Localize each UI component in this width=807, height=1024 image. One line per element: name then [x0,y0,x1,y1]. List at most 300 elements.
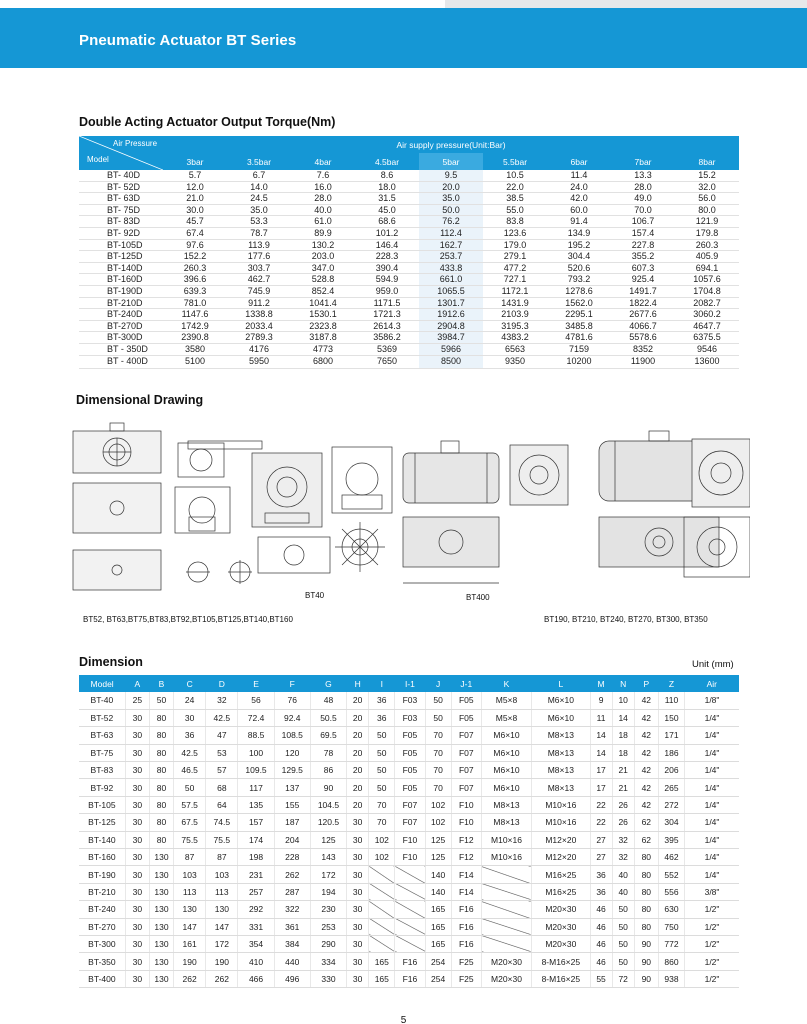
dimension-cell: 165 [425,918,451,935]
pressure-header: 6bar [547,153,611,170]
dimension-cell: 80 [149,744,173,761]
dimension-cell: 140 [425,866,451,883]
model-cell: BT-210D [79,297,163,309]
dimension-cell: 87 [174,849,206,866]
model-cell: BT-350 [79,953,125,970]
dimension-cell: 30 [125,796,149,813]
torque-cell: 28.0 [291,193,355,205]
dimension-cell: M20×30 [532,901,590,918]
bt52-160-views [188,441,392,573]
torque-cell: 97.6 [163,239,227,251]
table-row [79,343,739,356]
dimensional-drawing [70,417,750,602]
model-cell: BT-140 [79,831,125,848]
model-cell: BT-125D [79,251,163,263]
dimension-cell: 62 [634,814,658,831]
dimension-cell: 30 [347,918,369,935]
torque-cell: 1721.3 [355,309,419,321]
dimension-cell: 228 [274,849,310,866]
table-row [79,814,739,831]
torque-cell: 40.0 [291,204,355,216]
dimension-cell: 74.5 [206,814,238,831]
dimension-cell [481,935,531,952]
dimension-cell: 1/4" [685,866,739,883]
dimension-cell: 50 [369,744,395,761]
dimension-cell: 50.5 [310,709,346,726]
dimension-cell: F05 [395,762,425,779]
dimension-cell: 57 [206,762,238,779]
dimension-cell: 72 [612,970,634,987]
model-cell: BT-270 [79,918,125,935]
torque-cell: 396.6 [163,274,227,286]
model-cell: BT-140D [79,262,163,274]
dimension-cell [369,866,395,883]
dimension-cell: 62 [634,831,658,848]
bt400-views [403,441,568,583]
dimension-cell: 14 [590,744,612,761]
pressure-header: 7bar [611,153,675,170]
pressure-header: 3bar [163,153,227,170]
torque-cell: 5966 [419,343,483,356]
dimension-cell [369,883,395,900]
torque-cell: 727.1 [483,274,547,286]
dimension-cell: 50 [612,901,634,918]
dimension-cell: 80 [634,849,658,866]
torque-cell: 2033.4 [227,320,291,332]
dimension-cell: F03 [395,692,425,709]
dimension-cell: 80 [149,709,173,726]
dimension-cell: 53 [206,744,238,761]
model-cell: BT-160D [79,274,163,286]
dimension-cell: 50 [174,779,206,796]
dimension-cell: 36 [174,727,206,744]
dimension-cell [369,901,395,918]
drawing-heading: Dimensional Drawing [76,393,204,407]
torque-cell: 304.4 [547,251,611,263]
torque-cell: 793.2 [547,274,611,286]
dimension-cell: 9 [590,692,612,709]
bt40-label: BT40 [305,591,325,600]
dimension-cell: 8-M16×25 [532,953,590,970]
dimension-header: K [481,675,531,692]
dimension-cell: 11 [590,709,612,726]
dimension-cell: 92.4 [274,709,310,726]
model-cell: BT-125 [79,814,125,831]
torque-cell: 925.4 [611,274,675,286]
dimension-header: N [612,675,634,692]
bt40-top-view [73,423,161,590]
dimension-cell [395,935,425,952]
dimension-cell: 18 [612,744,634,761]
pressure-header: 3.5bar [227,153,291,170]
dimension-cell: 254 [425,953,451,970]
torque-cell: 24.5 [227,193,291,205]
table-row [79,356,739,369]
torque-cell: 38.5 [483,193,547,205]
torque-cell: 1704.8 [675,285,739,297]
dimension-cell: 272 [658,796,684,813]
dimension-cell: 42 [634,779,658,796]
dimension-cell: 30 [125,849,149,866]
dimension-cell: 90 [634,935,658,952]
dimension-cell: 462 [658,849,684,866]
table-row [79,883,739,900]
dimension-cell: 130 [149,883,173,900]
dimension-cell: 90 [634,953,658,970]
dimension-cell: 30 [125,918,149,935]
torque-cell: 10.5 [483,170,547,181]
page-number: 5 [400,1015,407,1024]
dimension-cell: 140 [425,883,451,900]
dimension-header: P [634,675,658,692]
dimension-cell: 36 [590,883,612,900]
dimension-header: D [206,675,238,692]
dimension-cell: 50 [612,935,634,952]
dimension-cell: 265 [658,779,684,796]
torque-cell: 390.4 [355,262,419,274]
torque-cell: 80.0 [675,204,739,216]
torque-cell: 4773 [291,343,355,356]
torque-cell: 16.0 [291,181,355,193]
dimension-cell: 120.5 [310,814,346,831]
model-cell: BT-400 [79,970,125,987]
dimension-cell: 171 [658,727,684,744]
dimension-cell: 204 [274,831,310,848]
torque-cell: 661.0 [419,274,483,286]
torque-cell: 8500 [419,356,483,369]
table-row [79,692,739,709]
dimension-cell: 40 [612,883,634,900]
dimension-cell: 938 [658,970,684,987]
torque-cell: 2677.6 [611,309,675,321]
dimension-header: Air [685,675,739,692]
dimension-cell: 1/4" [685,779,739,796]
torque-cell: 852.4 [291,285,355,297]
torque-cell: 1530.1 [291,309,355,321]
dimension-cell: 104.5 [310,796,346,813]
dimension-cell: F12 [451,831,481,848]
dimension-cell: 860 [658,953,684,970]
torque-cell: 53.3 [227,216,291,228]
dimension-cell: 165 [425,935,451,952]
table-row [79,796,739,813]
torque-cell: 13600 [675,356,739,369]
torque-cell: 179.8 [675,227,739,239]
torque-cell: 1491.7 [611,285,675,297]
dimension-cell: 109.5 [238,762,274,779]
dimension-cell: F16 [395,953,425,970]
dimension-cell: F10 [395,831,425,848]
dimension-cell: 440 [274,953,310,970]
dimension-cell: 80 [634,901,658,918]
torque-cell: 5578.6 [611,332,675,344]
dimension-cell: 30 [125,935,149,952]
torque-cell: 11900 [611,356,675,369]
torque-cell: 5.7 [163,170,227,181]
model-cell: BT- 63D [79,193,163,205]
table-row [79,227,739,239]
supply-pressure-label: Air supply pressure(Unit:Bar) [163,136,739,153]
dimension-cell: M8×13 [532,779,590,796]
dimension-cell: 86 [310,762,346,779]
dimension-cell: 26 [612,814,634,831]
dimension-cell: 42 [634,796,658,813]
dimension-cell: 30 [174,709,206,726]
dimension-cell: 50 [612,918,634,935]
dimension-cell: 130 [174,901,206,918]
model-cell: BT-190D [79,285,163,297]
dimension-cell: 30 [347,901,369,918]
torque-cell: 1431.9 [483,297,547,309]
torque-cell: 5369 [355,343,419,356]
dimension-cell: 80 [634,866,658,883]
header-banner [0,8,807,68]
model-cell: BT-240D [79,309,163,321]
dimension-cell: F07 [395,796,425,813]
model-cell: BT-105D [79,239,163,251]
table-row [79,297,739,309]
torque-cell: 130.2 [291,239,355,251]
torque-cell: 70.0 [611,204,675,216]
dimension-cell: 130 [149,849,173,866]
dimension-cell: F14 [451,883,481,900]
torque-corner-cell [79,136,163,170]
dimension-cell [369,918,395,935]
dimension-cell: 290 [310,935,346,952]
dimension-cell: 70 [369,814,395,831]
torque-cell: 227.8 [611,239,675,251]
table-row [79,901,739,918]
caption-left: BT52, BT63,BT75,BT83,BT92,BT105,BT125,BT140,BT160 [83,615,293,624]
dimension-cell: 187 [274,814,310,831]
dimension-header: G [310,675,346,692]
dimension-cell: 50 [425,692,451,709]
dimension-cell: 103 [174,866,206,883]
dimension-cell: 36 [369,709,395,726]
dimension-cell: 22 [590,796,612,813]
dimension-cell: 80 [149,796,173,813]
dimension-cell: 72.4 [238,709,274,726]
torque-cell: 1171.5 [355,297,419,309]
model-cell: BT- 40D [79,170,163,181]
torque-cell: 28.0 [611,181,675,193]
dimension-cell: 90 [310,779,346,796]
torque-cell: 303.7 [227,262,291,274]
torque-cell: 5950 [227,356,291,369]
bt400-label: BT400 [466,593,490,602]
pressure-header: 4.5bar [355,153,419,170]
page-title: Pneumatic Actuator BT Series [79,32,297,49]
dimension-cell: 129.5 [274,762,310,779]
model-label: Model [87,155,109,164]
dimension-cell: 17 [590,762,612,779]
dimension-cell: 750 [658,918,684,935]
dimension-cell: 130 [206,901,238,918]
torque-cell: 30.0 [163,204,227,216]
dimension-cell: 143 [310,849,346,866]
dimension-cell: 80 [149,779,173,796]
torque-cell: 49.0 [611,193,675,205]
torque-cell: 76.2 [419,216,483,228]
dimension-cell: M6×10 [481,744,531,761]
dimension-cell: 20 [347,692,369,709]
dimension-cell: M12×20 [532,849,590,866]
table-row [79,285,739,297]
dimension-cell: 102 [369,831,395,848]
dimension-cell: 172 [206,935,238,952]
dimension-cell: F16 [395,970,425,987]
dimension-cell: 50 [425,709,451,726]
dimension-cell: 1/4" [685,727,739,744]
torque-cell: 5100 [163,356,227,369]
dimension-cell: 70 [425,779,451,796]
dimension-cell: 395 [658,831,684,848]
torque-cell: 3586.2 [355,332,419,344]
dimension-cell: 42 [634,727,658,744]
dimension-header: B [149,675,173,692]
torque-cell: 594.9 [355,274,419,286]
dimension-cell: 231 [238,866,274,883]
torque-cell: 83.8 [483,216,547,228]
model-cell: BT-300 [79,935,125,952]
dimension-cell: 125 [425,849,451,866]
dimension-cell: M20×30 [481,970,531,987]
dimension-cell: 556 [658,883,684,900]
table-row [79,762,739,779]
dimension-cell: 361 [274,918,310,935]
torque-cell: 134.9 [547,227,611,239]
torque-cell: 3580 [163,343,227,356]
model-cell: BT-40 [79,692,125,709]
dimension-cell: 20 [347,709,369,726]
dimension-cell: 80 [149,762,173,779]
dimension-cell: 1/2" [685,918,739,935]
torque-cell: 35.0 [227,204,291,216]
table-row [79,216,739,228]
model-cell: BT- 83D [79,216,163,228]
dimension-cell: 36 [369,692,395,709]
dimension-cell: F25 [451,953,481,970]
dimension-cell: 46 [590,935,612,952]
dimension-cell: 78 [310,744,346,761]
dimension-cell: 8-M16×25 [532,970,590,987]
dimension-cell: 30 [125,814,149,831]
model-cell: BT-92 [79,779,125,796]
dimension-header: J-1 [451,675,481,692]
dimension-cell: 42.5 [206,709,238,726]
torque-cell: 1301.7 [419,297,483,309]
dimension-cell: M6×10 [481,779,531,796]
dimension-cell: 88.5 [238,727,274,744]
dimension-cell: 1/4" [685,796,739,813]
pressure-header: 5.5bar [483,153,547,170]
torque-cell: 1562.0 [547,297,611,309]
dimension-header: F [274,675,310,692]
torque-cell: 146.4 [355,239,419,251]
dimension-cell: F05 [395,744,425,761]
torque-cell: 1912.6 [419,309,483,321]
model-cell: BT - 350D [79,343,163,356]
dimension-cell: 32 [612,849,634,866]
dimension-cell: M10×16 [481,849,531,866]
dimension-cell: 47 [206,727,238,744]
dimension-cell: 257 [238,883,274,900]
bt190-350-views [599,431,750,577]
dimension-cell: M10×16 [532,796,590,813]
dimension-cell: 496 [274,970,310,987]
dimension-cell: M10×16 [532,814,590,831]
dimension-cell: 30 [125,762,149,779]
torque-cell: 162.7 [419,239,483,251]
torque-cell: 745.9 [227,285,291,297]
model-cell: BT-300D [79,332,163,344]
dimension-cell: 103 [206,866,238,883]
dimension-cell: M20×30 [532,918,590,935]
pressure-header: 8bar [675,153,739,170]
dimension-cell: 186 [658,744,684,761]
dimension-cell: 22 [590,814,612,831]
dimension-cell [395,866,425,883]
dimension-cell: 190 [174,953,206,970]
table-row [79,309,739,321]
torque-cell: 2082.7 [675,297,739,309]
dimension-cell: 42.5 [174,744,206,761]
torque-cell: 1742.9 [163,320,227,332]
torque-cell: 2103.9 [483,309,547,321]
table-row [79,970,739,987]
dimension-cell: 130 [149,953,173,970]
dimension-header: Z [658,675,684,692]
dimension-cell: 50 [149,692,173,709]
dimension-cell: 30 [347,814,369,831]
torque-cell: 45.0 [355,204,419,216]
dimension-cell: 354 [238,935,274,952]
dimension-cell: 194 [310,883,346,900]
torque-cell: 2789.3 [227,332,291,344]
torque-cell: 3485.8 [547,320,611,332]
dimension-cell: 174 [238,831,274,848]
dimension-cell: 552 [658,866,684,883]
dimension-cell: 64 [206,796,238,813]
dimension-cell: 147 [174,918,206,935]
dimension-cell: 30 [347,953,369,970]
torque-cell: 7159 [547,343,611,356]
torque-cell: 8352 [611,343,675,356]
top-strip-grey [445,0,807,8]
dimension-cell: 20 [347,727,369,744]
dimension-cell: 50 [369,762,395,779]
dimension-cell: 40 [612,866,634,883]
dimension-header: J [425,675,451,692]
table-row [79,170,739,181]
model-cell: BT- 92D [79,227,163,239]
dimension-cell: 130 [149,935,173,952]
dimension-cell: 50 [369,727,395,744]
dimension-cell: 25 [125,692,149,709]
dimension-cell: F25 [451,970,481,987]
dimension-cell: 130 [149,970,173,987]
dimension-cell: 113 [174,883,206,900]
table-row [79,320,739,332]
dimension-cell: 36 [590,866,612,883]
torque-cell: 8.6 [355,170,419,181]
dimension-cell: 30 [347,849,369,866]
torque-cell: 42.0 [547,193,611,205]
dimension-cell: 90 [634,970,658,987]
dimension-cell: 27 [590,831,612,848]
dimension-cell: 30 [125,901,149,918]
dimension-cell: 102 [369,849,395,866]
